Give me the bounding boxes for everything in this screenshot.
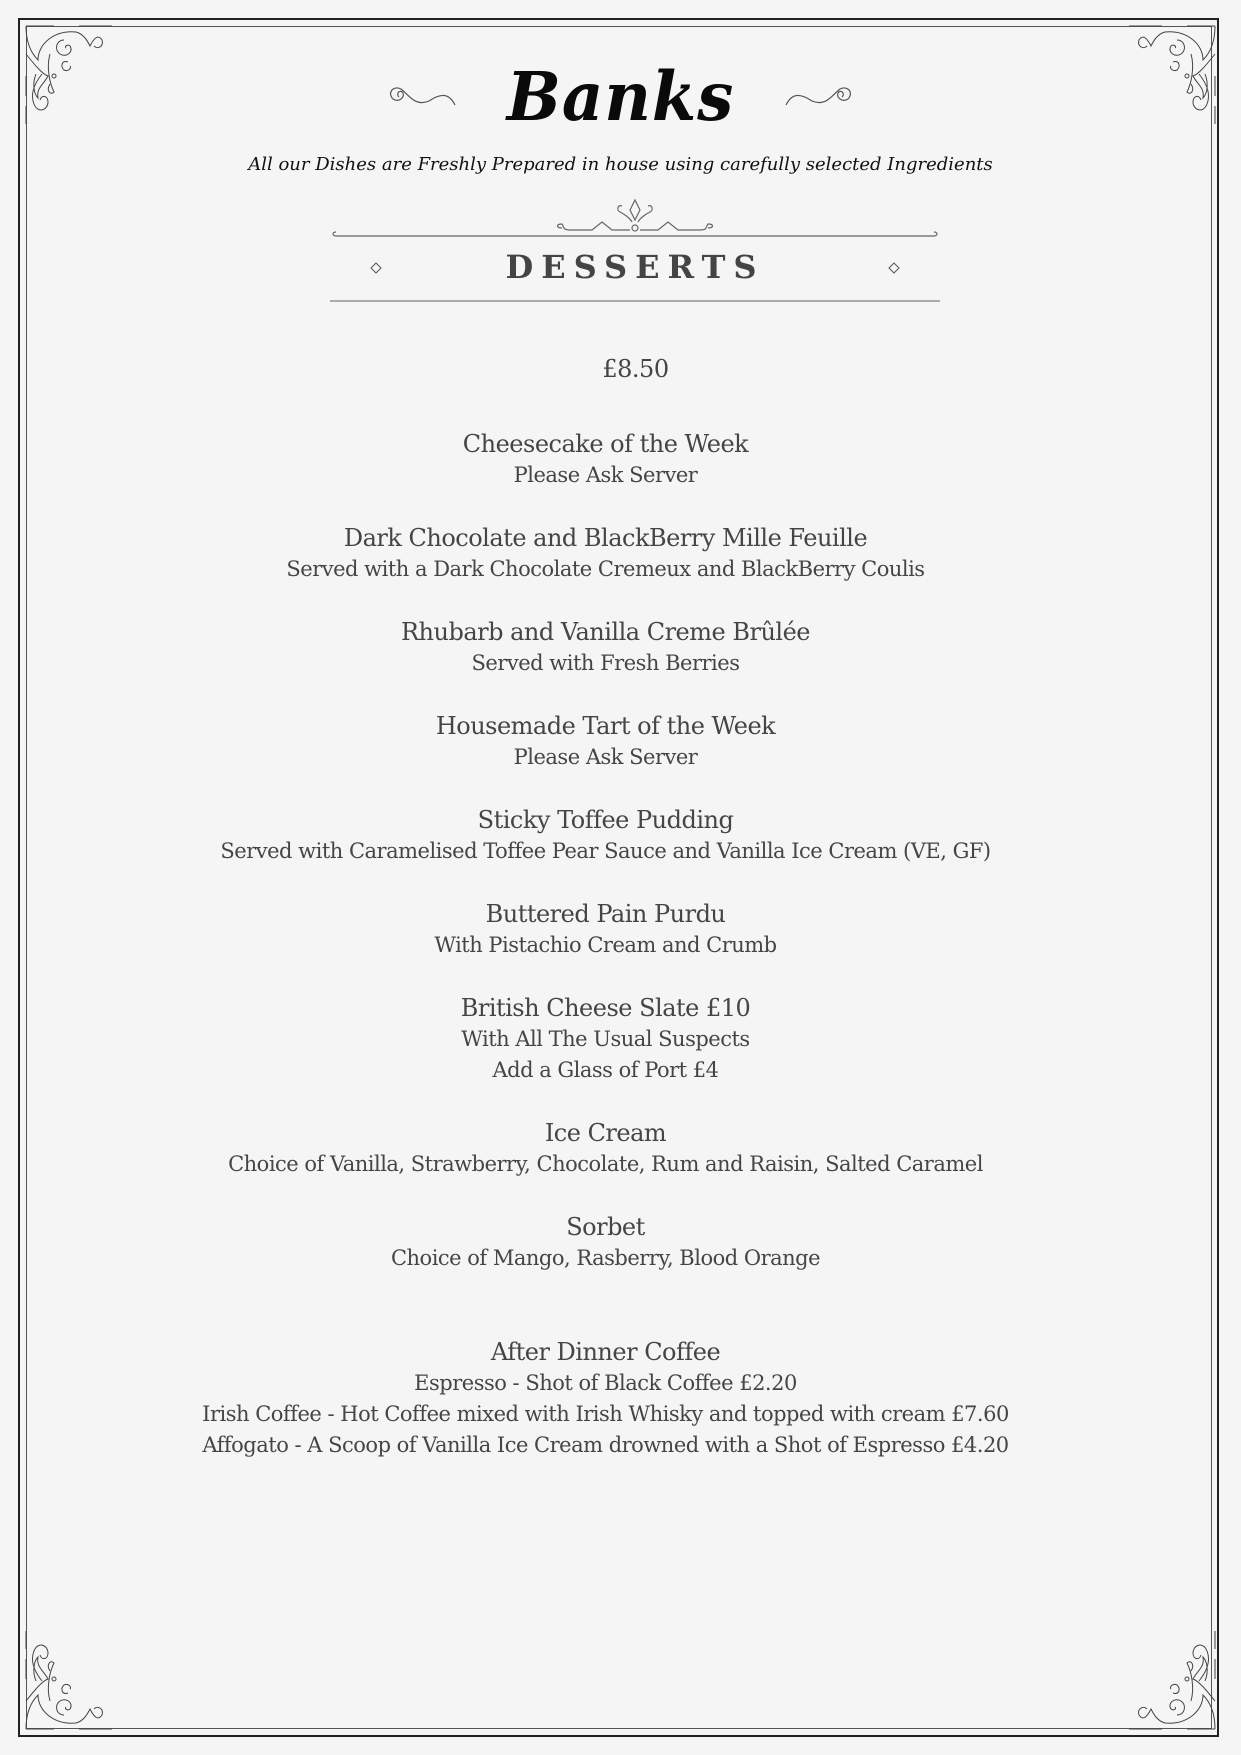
- menu-items: [0, 350, 1241, 1492]
- corner-flourish-icon: [24, 1631, 114, 1731]
- swirl-right-icon: [784, 79, 856, 115]
- section-heading: [330, 196, 940, 306]
- diamond-icon: [888, 262, 900, 274]
- menu-item: [0, 804, 1226, 867]
- item-name: Housemade Tart of the Week: [435, 712, 776, 740]
- tagline: All our Dishes are Freshly Prepared in house using carefully selected Ingredients: [248, 154, 993, 175]
- coffee-title: After Dinner Coffee: [490, 1338, 721, 1366]
- item-name: Sticky Toffee Pudding: [477, 806, 734, 834]
- menu-item: [0, 428, 1226, 491]
- brand-logo: Banks: [506, 57, 735, 137]
- coffee-item: Irish Coffee - Hot Coffee mixed with Irish Whisky and topped with cream £7.60: [202, 1402, 1009, 1426]
- section-price: £8.50: [602, 355, 669, 383]
- item-description: Please Ask Server: [513, 745, 698, 769]
- menu-item: [0, 992, 1226, 1086]
- item-name: British Cheese Slate £10: [460, 994, 751, 1022]
- coffee-section: [0, 1336, 1226, 1461]
- item-description: Choice of Mango, Rasberry, Blood Orange: [390, 1246, 821, 1270]
- divider: [330, 300, 940, 302]
- menu-item: [0, 898, 1226, 961]
- item-description: Served with a Dark Chocolate Cremeux and BlackBerry Coulis: [286, 557, 925, 581]
- item-addon: Add a Glass of Port £4: [492, 1058, 719, 1082]
- corner-flourish-icon: [1127, 1631, 1217, 1731]
- menu-item: [0, 616, 1226, 679]
- item-description: Choice of Vanilla, Strawberry, Chocolate, Rum and Raisin, Salted Caramel: [228, 1152, 983, 1176]
- item-description: Please Ask Server: [513, 463, 698, 487]
- menu-item: [0, 1211, 1226, 1274]
- item-name: Ice Cream: [544, 1119, 667, 1147]
- item-description: With All The Usual Suspects: [461, 1027, 750, 1051]
- item-name: Buttered Pain Purdu: [485, 900, 726, 928]
- item-description: Served with Fresh Berries: [471, 651, 740, 675]
- menu-item: [0, 522, 1226, 585]
- section-title: DESSERTS: [505, 248, 765, 286]
- item-name: Rhubarb and Vanilla Creme Brûlée: [400, 618, 810, 646]
- coffee-item: Affogato - A Scoop of Vanilla Ice Cream drowned with a Shot of Espresso £4.20: [202, 1433, 1009, 1457]
- heading-ornament-icon: [330, 196, 940, 242]
- item-name: Cheesecake of the Week: [462, 430, 749, 458]
- swirl-left-icon: [385, 79, 457, 115]
- menu-item: [0, 710, 1226, 773]
- item-description: Served with Caramelised Toffee Pear Sauce and Vanilla Ice Cream (VE, GF): [220, 839, 991, 863]
- menu-header: [0, 52, 1241, 142]
- item-name: Sorbet: [566, 1213, 645, 1241]
- coffee-item: Espresso - Shot of Black Coffee £2.20: [414, 1371, 797, 1395]
- menu-item: [0, 1117, 1226, 1180]
- item-name: Dark Chocolate and BlackBerry Mille Feuille: [343, 524, 868, 552]
- item-description: With Pistachio Cream and Crumb: [434, 933, 777, 957]
